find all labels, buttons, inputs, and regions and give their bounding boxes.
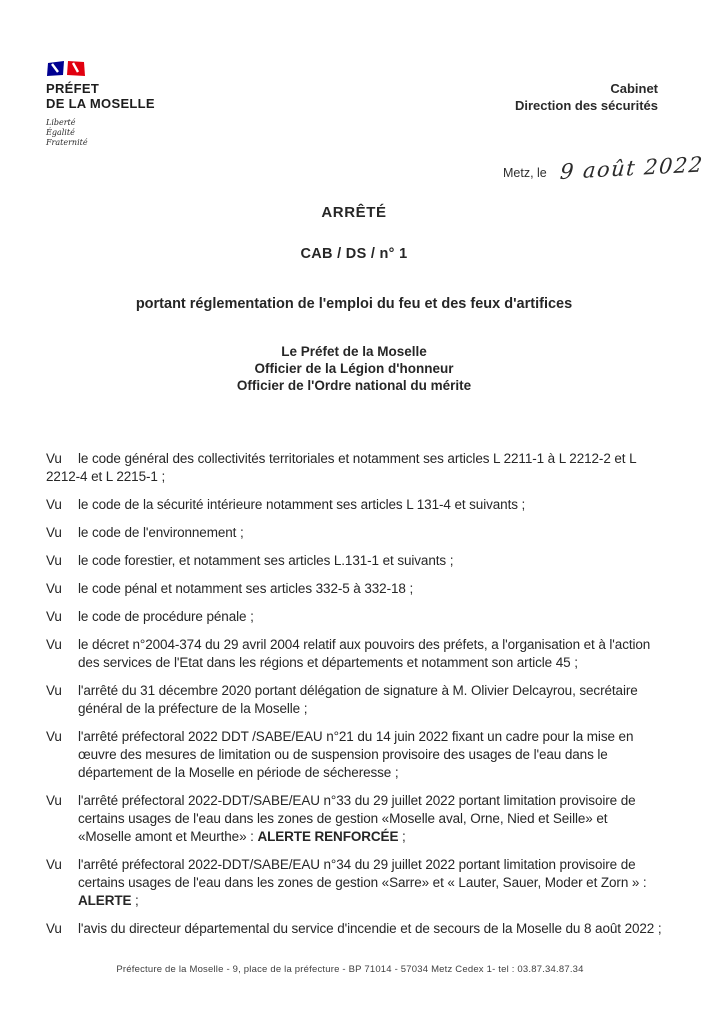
recital-9-text: l'arrêté préfectoral 2022 DDT /SABE/EAU n°21 du 14 juin 2022 fixant un cadre pour la mise en œuvre des mesures de limitation ou de suspension provisoire des usages de l'eau dans le département de la Moselle en période de sécheresse ; (78, 729, 634, 780)
recital-10-text: l'arrêté préfectoral 2022-DDT/SABE/EAU n°33 du 29 juillet 2022 portant limitation provisoire de certains usages de l'eau dans les zones de gestion «Moselle aval, Orne, Nied et Seille» et «Moselle amont et Meurthe» : (78, 793, 636, 844)
recital-8-label: Vu (46, 683, 62, 698)
recital-7 (46, 636, 662, 672)
french-flag-icon (46, 60, 88, 77)
recital-1-label: Vu (46, 451, 62, 466)
recital-11-after: ; (131, 893, 139, 908)
recital-3-label: Vu (46, 525, 62, 540)
prefet-name-line1: PRÉFET (46, 81, 100, 96)
recital-10-after: ; (398, 829, 406, 844)
recital-12-label: Vu (46, 921, 62, 936)
recital-3 (46, 524, 662, 542)
recital-9-label: Vu (46, 729, 62, 744)
recital-8-text: l'arrêté du 31 décembre 2020 portant délégation de signature à M. Olivier Delcayrou, secrétaire général de la préfecture de la Moselle ; (78, 683, 638, 716)
republic-motto (46, 118, 226, 148)
prefecture-logo-block (46, 60, 226, 148)
recital-2-text: le code de la sécurité intérieure notamment ses articles L 131-4 et suivants ; (78, 497, 526, 512)
prefet-name-line2: DE LA MOSELLE (46, 96, 155, 111)
recital-2 (46, 496, 662, 514)
recital-1 (46, 450, 662, 486)
motto-liberte: Liberté (46, 118, 76, 127)
document-title: ARRÊTÉ (321, 204, 387, 221)
recital-6 (46, 608, 662, 626)
recital-7-text: le décret n°2004-374 du 29 avril 2004 relatif aux pouvoirs des préfets, a l'organisation et à l'action des services de l'Etat dans les régions et départements et notamment son article 45 ; (78, 637, 651, 670)
recital-1-text: le code général des collectivités territoriales et notamment ses articles L 2211-1 à L 2212-2 et L 2212-4 et L 2215-1 ; (46, 451, 637, 484)
recital-5-text: le code pénal et notamment ses articles 332-5 à 332-18 ; (78, 581, 414, 596)
motto-fraternite: Fraternité (46, 138, 88, 147)
recitals-section (46, 450, 662, 948)
recital-11-bold: ALERTE (78, 893, 132, 908)
motto-egalite: Égalité (46, 128, 75, 137)
recital-11-text: l'arrêté préfectoral 2022-DDT/SABE/EAU n°34 du 29 juillet 2022 portant limitation provisoire de certains usages de l'eau dans les zones de gestion «Sarre» et « Lauter, Sauer, Moder et Zorn » : (78, 857, 647, 890)
document-subject: portant réglementation de l'emploi du feu et des feux d'artifices (135, 296, 573, 312)
recital-6-text: le code de procédure pénale ; (78, 609, 254, 624)
dateline (503, 152, 705, 184)
recital-11 (46, 856, 662, 910)
authority-block (0, 343, 708, 394)
recital-7-label: Vu (46, 637, 62, 652)
recital-3-text: le code de l'environnement ; (78, 525, 244, 540)
authority-line-1: Le Préfet de la Moselle (281, 344, 427, 359)
recital-10 (46, 792, 662, 846)
recital-5 (46, 580, 662, 598)
recital-9 (46, 728, 662, 782)
recital-10-label: Vu (46, 793, 62, 808)
handwritten-date: 9 août 2022 (559, 152, 705, 184)
authority-line-3: Officier de l'Ordre national du mérite (236, 378, 472, 393)
document-reference: CAB / DS / n° 1 (300, 246, 408, 262)
dateline-printed: Metz, le (503, 166, 547, 180)
recital-4 (46, 552, 662, 570)
recital-4-text: le code forestier, et notamment ses articles L.131-1 et suivants ; (78, 553, 454, 568)
recital-6-label: Vu (46, 609, 62, 624)
office-direction: Direction des sécurités (514, 98, 658, 113)
recital-4-label: Vu (46, 553, 62, 568)
recital-11-label: Vu (46, 857, 62, 872)
recital-12-text: l'avis du directeur départemental du service d'incendie et de secours de la Moselle du 8 août 2022 ; (78, 921, 662, 936)
footer-address: Préfecture de la Moselle - 9, place de la préfecture - BP 71014 - 57034 Metz Cedex 1- tel : 03.87.34.87.34 (116, 964, 584, 975)
recital-10-bold: ALERTE RENFORCÉE (257, 829, 399, 844)
recital-12 (46, 920, 662, 938)
recital-8 (46, 682, 662, 718)
issuing-office-block (515, 80, 658, 114)
recital-5-label: Vu (46, 581, 62, 596)
office-cabinet: Cabinet (610, 81, 658, 96)
authority-line-2: Officier de la Légion d'honneur (254, 361, 454, 376)
recital-2-label: Vu (46, 497, 62, 512)
